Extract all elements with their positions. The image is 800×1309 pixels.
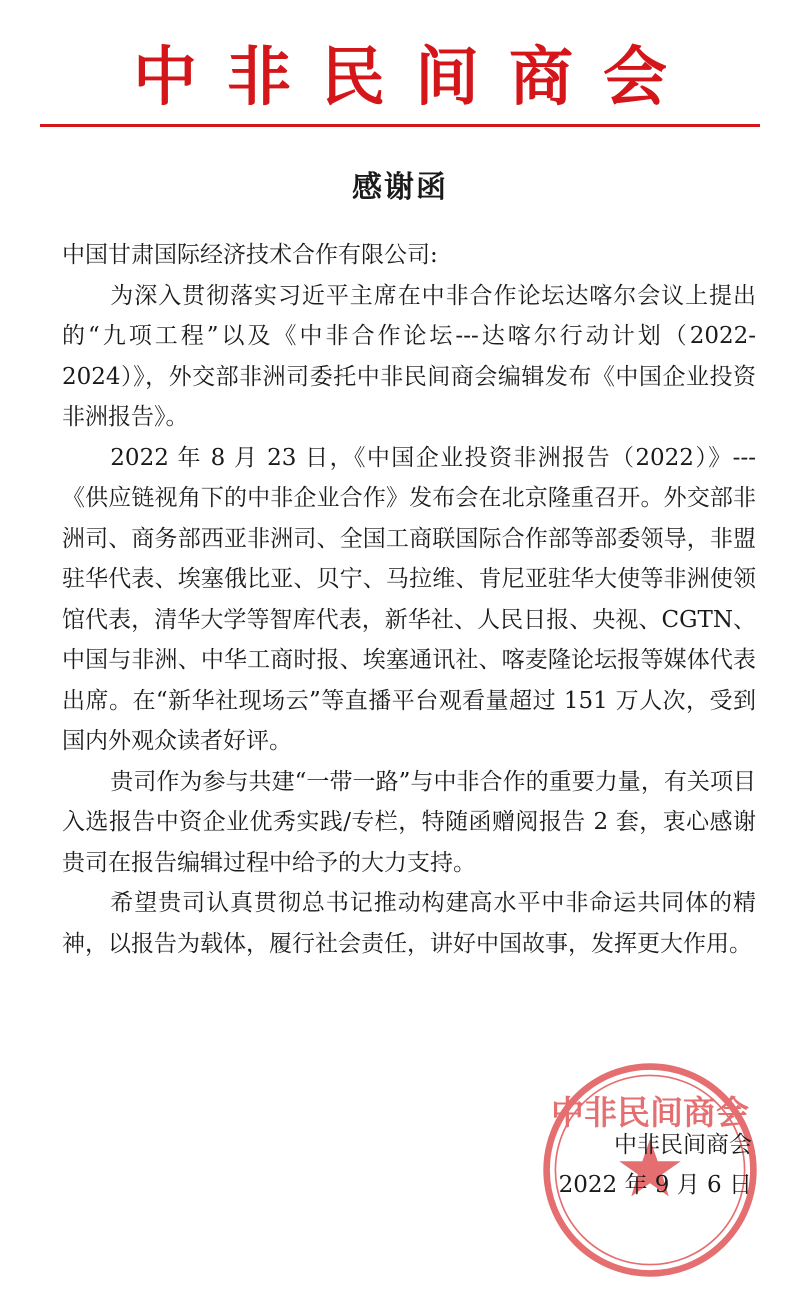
signature-block: [559, 1125, 752, 1205]
body-paragraph-3: 贵司作为参与共建“一带一路”与中非合作的重要力量，有关项目入选报告中资企业优秀实践/专栏，特随函赠阅报告 2 套，衷心感谢贵司在报告编辑过程中给予的大力支持。: [62, 768, 756, 876]
recipient-line: 中国甘肃国际经济技术合作有限公司:: [62, 242, 438, 268]
signature-date: 2022 年 9 月 6 日: [558, 1172, 752, 1198]
letterhead-divider: [40, 124, 760, 127]
letter-body: [62, 235, 756, 964]
body-paragraph-2: 2022 年 8 月 23 日，《中国企业投资非洲报告（2022）》---《供应链视角下的中非企业合作》发布会在北京隆重召开。外交部非洲司、商务部西亚非洲司、全国工商联国际合作部等部委领导，非盟驻华代表、埃塞俄比亚、贝宁、马拉维、肯尼亚驻华大使等非洲使领馆代表，清华大学等智库代表，新华社、人民日报、央视、CGTN、中国与非洲、中华工商时报、埃塞通讯社、喀麦隆论坛报等媒体代表出席。在“新华社现场云”等直播平台观看量超过 151 万人次，受到国内外观众读者好评。: [62, 444, 756, 754]
body-paragraph-4: 希望贵司认真贯彻总书记推动构建高水平中非命运共同体的精神，以报告为载体，履行社会责任，讲好中国故事，发挥更大作用。: [62, 890, 756, 957]
seal-text: 中非民间商会: [551, 1092, 749, 1132]
letter-title: 感谢函: [352, 170, 448, 205]
signature-organization: 中非民间商会: [614, 1132, 752, 1158]
body-paragraph-1: 为深入贯彻落实习近平主席在中非合作论坛达喀尔会议上提出的“九项工程”以及《中非合作论坛---达喀尔行动计划（2022-2024）》，外交部非洲司委托中非民间商会编辑发布《中国企业投资非洲报告》。: [62, 282, 756, 430]
letterhead-title: 中非民间商会: [133, 41, 697, 115]
